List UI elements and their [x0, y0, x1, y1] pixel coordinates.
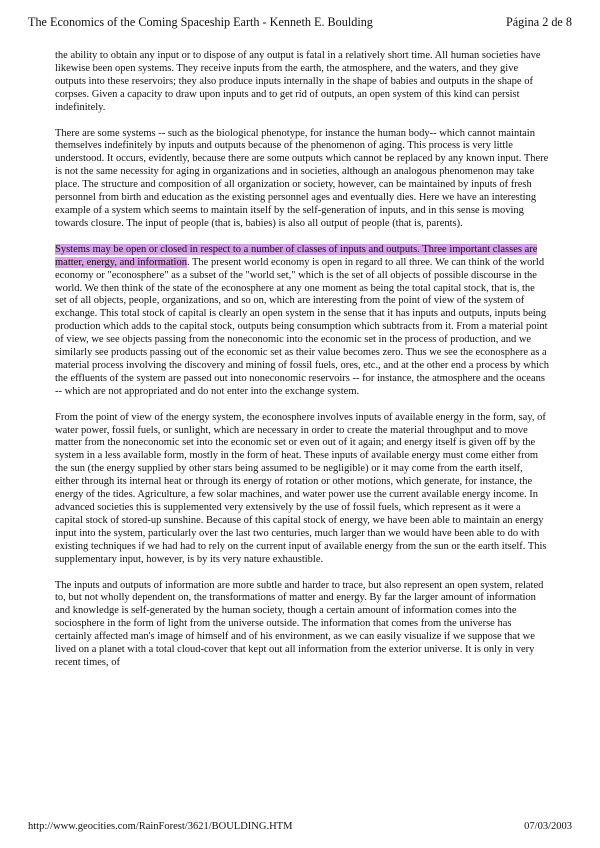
print-date: 07/03/2003: [524, 821, 572, 832]
page-header: [28, 14, 572, 30]
document-title: The Economics of the Coming Spaceship Earth - Kenneth E. Boulding: [28, 15, 373, 29]
paragraph-2: There are some systems -- such as the biological phenotype, for instance the human body-- which cannot maintain themselves indefinitely by inputs and outputs because of the phenomenon of aging. This process is very little understood. It occurs, evidently, because there are some outputs which cannot be replaced by any known input. There is not the same necessity for aging in organizations and in societies, although an analogous phenomenon may take place. The structure and composition of all organization or society, however, can be maintained by inputs of fresh personnel from birth and education as the existing personnel ages and eventually dies. Here we have an interesting example of a system which seems to maintain itself by the self-generation of inputs, and in this sense is moving towards closure. The input of people (that is, babies) is also all output of people (that is, parents).: [55, 127, 549, 229]
paragraph-1: the ability to obtain any input or to dispose of any output is fatal in a relatively short time. All human societies have likewise been open systems. They receive inputs from the earth, the atmosphere, and the waters, and they give outputs into these reservoirs; they also produce inputs internally in the shape of babies and outputs in the shape of corpses. Given a capacity to draw upon inputs and to get rid of outputs, an open system of this kind can persist indefinitely.: [55, 50, 541, 113]
paragraph-4: From the point of view of the energy system, the econosphere involves inputs of available energy in the form, say, of water power, fossil fuels, or sunlight, which are necessary in order to create the material throughput and to move matter from the noneconomic set into the economic set or even out of it again; and energy itself is given off by the system in a less available form, mostly in the form of heat. These inputs of available energy must come either from the sun (the energy supplied by other stars being assumed to be negligible) or it may come from the earth itself, either through its internal heat or through its energy of rotation or other motions, which generate, for instance, the energy of the tides. Agriculture, a few solar machines, and water power use the current available energy income. In advanced societies this is supplemented very extensively by the use of fossil fuels, which represent as it were a capital stock of stored-up sunshine. Because of this capital stock of energy, we have been able to maintain an energy input into the system, particularly over the last two centuries, much larger than we would have been able to do with existing techniques if we had had to rely on the current input of available energy from the sun or the earth itself. This supplementary input, however, is by its very nature exhaustible.: [55, 411, 547, 565]
highlighted-text: Systems may be open or closed in respect to a number of classes of inputs and outputs. Three important classes are matter, energy, and information: [55, 243, 538, 268]
source-url: http://www.geocities.com/RainForest/3621/BOULDING.HTM: [28, 821, 293, 832]
paragraph-5: The inputs and outputs of information are more subtle and harder to trace, but also represent an open system, related to, but not wholly dependent on, the transformations of matter and energy. By far the larger amount of information and knowledge is self-generated by the human society, though a certain amount of information comes into the sociosphere in the form of light from the universe outside. The information that comes from the universe has certainly affected man's image of himself and of his environment, as we can easily visualize if we suppose that we lived on a planet with a total cloud-cover that kept out all information from the exterior universe. It is only in very recent times, of: [55, 579, 544, 668]
paragraph-3: [55, 244, 549, 399]
article-body: [55, 50, 549, 683]
paragraph-3-text: . The present world economy is open in regard to all three. We can think of the world economy or "econosphere" as a subset of the "world set," which is the set of all objects of possible discourse in the world. We then think of the state of the econosphere at any one moment as being the total capital stock, that is, the set of all objects, people, organizations, and so on, which are interesting from the point of view of the system of exchange. This total stock of capital is clearly an open system in the sense that it has inputs and outputs, inputs being production which adds to the capital stock, outputs being consumption which subtracts from it. From a material point of view, we see objects passing from the noneconomic into the economic set in the process of production, and we similarly see products passing out of the economic set as their value becomes zero. Thus we see the econosphere as a material process involving the discovery and mining of fossil fuels, ores, etc., and at the other end a process by which the effluents of the system are passed out into noneconomic reservoirs -- for instance, the atmosphere and the oceans -- which are not appropriated and do not enter into the exchange system.: [55, 256, 549, 397]
page-footer: [28, 820, 572, 833]
page-number: Página 2 de 8: [505, 15, 572, 29]
